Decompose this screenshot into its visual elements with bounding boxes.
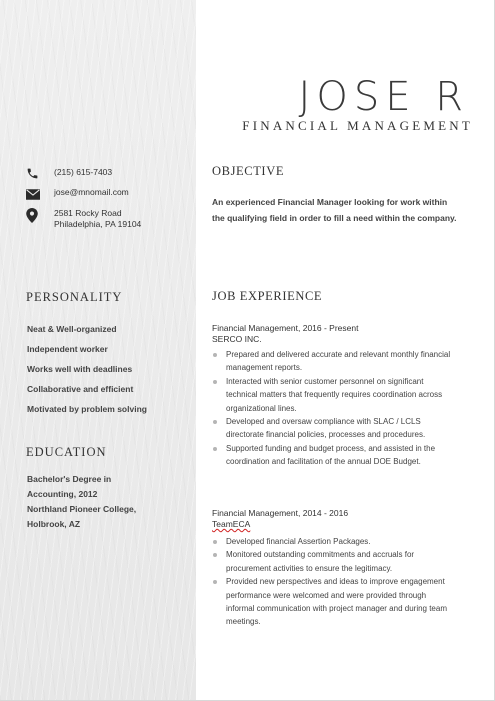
- education-line: Northland Pioneer College,: [27, 504, 137, 514]
- contact-phone: (215) 615-7403: [54, 167, 113, 177]
- education-details: [27, 472, 136, 532]
- objective-text: An experienced Financial Manager looking for work within the qualifying field in order to fill a need within the company.: [212, 197, 457, 223]
- experience-heading: JOB EXPERIENCE: [212, 289, 323, 303]
- phone-icon: [26, 167, 42, 181]
- candidate-title: FINANCIAL MANAGEMENT: [242, 118, 473, 133]
- personality-item: Neat & Well-organized: [27, 324, 117, 334]
- objective-heading: OBJECTIVE: [212, 164, 285, 178]
- personality-heading: PERSONALITY: [26, 290, 123, 304]
- personality-item: Works well with deadlines: [27, 364, 133, 374]
- job-company: SERCO INC.: [212, 334, 262, 344]
- education-line: Holbrook, AZ: [27, 519, 81, 529]
- job-duties-list: [212, 348, 452, 469]
- duty-item: Prepared and delivered accurate and relevant monthly financial management reports.: [212, 348, 452, 375]
- map-pin-icon: [26, 208, 42, 222]
- personality-item: Motivated by problem solving: [27, 404, 147, 414]
- job-title: Financial Management, 2016 - Present: [212, 323, 359, 333]
- duty-item: Provided new perspectives and ideas to improve engagement performance were welcomed and were provided through informal communication with project manager and during team meetings.: [212, 575, 452, 629]
- job-title: Financial Management, 2014 - 2016: [212, 508, 349, 518]
- bullet-icon: [213, 580, 217, 584]
- candidate-name: JOSE R: [298, 74, 469, 120]
- duty-item: Interacted with senior customer personnel on significant technical matters that frequently requires coordination across organizational lines.: [212, 375, 452, 415]
- address-line-2: Philadelphia, PA 19104: [54, 219, 142, 229]
- bullet-icon: [213, 540, 217, 544]
- contact-email[interactable]: jose@mnomail.com: [54, 187, 129, 197]
- bullet-icon: [213, 447, 217, 451]
- job-company: TeamECA: [212, 519, 251, 529]
- education-heading: EDUCATION: [26, 445, 107, 459]
- job-duties-list: [212, 535, 452, 629]
- address-line-1: 2581 Rocky Road: [54, 208, 122, 218]
- duty-item: Monitored outstanding commitments and accruals for procurement activities to ensure the legitimacy.: [212, 548, 452, 575]
- contact-address: [54, 208, 141, 230]
- contact-address-row: [26, 208, 141, 230]
- education-line: Bachelor's Degree in: [27, 474, 112, 484]
- bullet-icon: [213, 353, 217, 357]
- bullet-icon: [213, 380, 217, 384]
- duty-item: Developed financial Assertion Packages.: [212, 535, 452, 548]
- personality-item: Collaborative and efficient: [27, 384, 134, 394]
- duty-item: Supported funding and budget process, and assisted in the coordination and facilitation of the annual DOE Budget.: [212, 442, 452, 469]
- contact-email-row: [26, 187, 129, 201]
- bullet-icon: [213, 420, 217, 424]
- personality-item: Independent worker: [27, 344, 108, 354]
- contact-phone-row: [26, 167, 112, 181]
- duty-item: Developed and oversaw compliance with SLAC / LCLS directorate financial policies, processes and procedures.: [212, 415, 452, 442]
- education-line: Accounting, 2012: [27, 489, 98, 499]
- bullet-icon: [213, 553, 217, 557]
- envelope-icon: [26, 187, 42, 201]
